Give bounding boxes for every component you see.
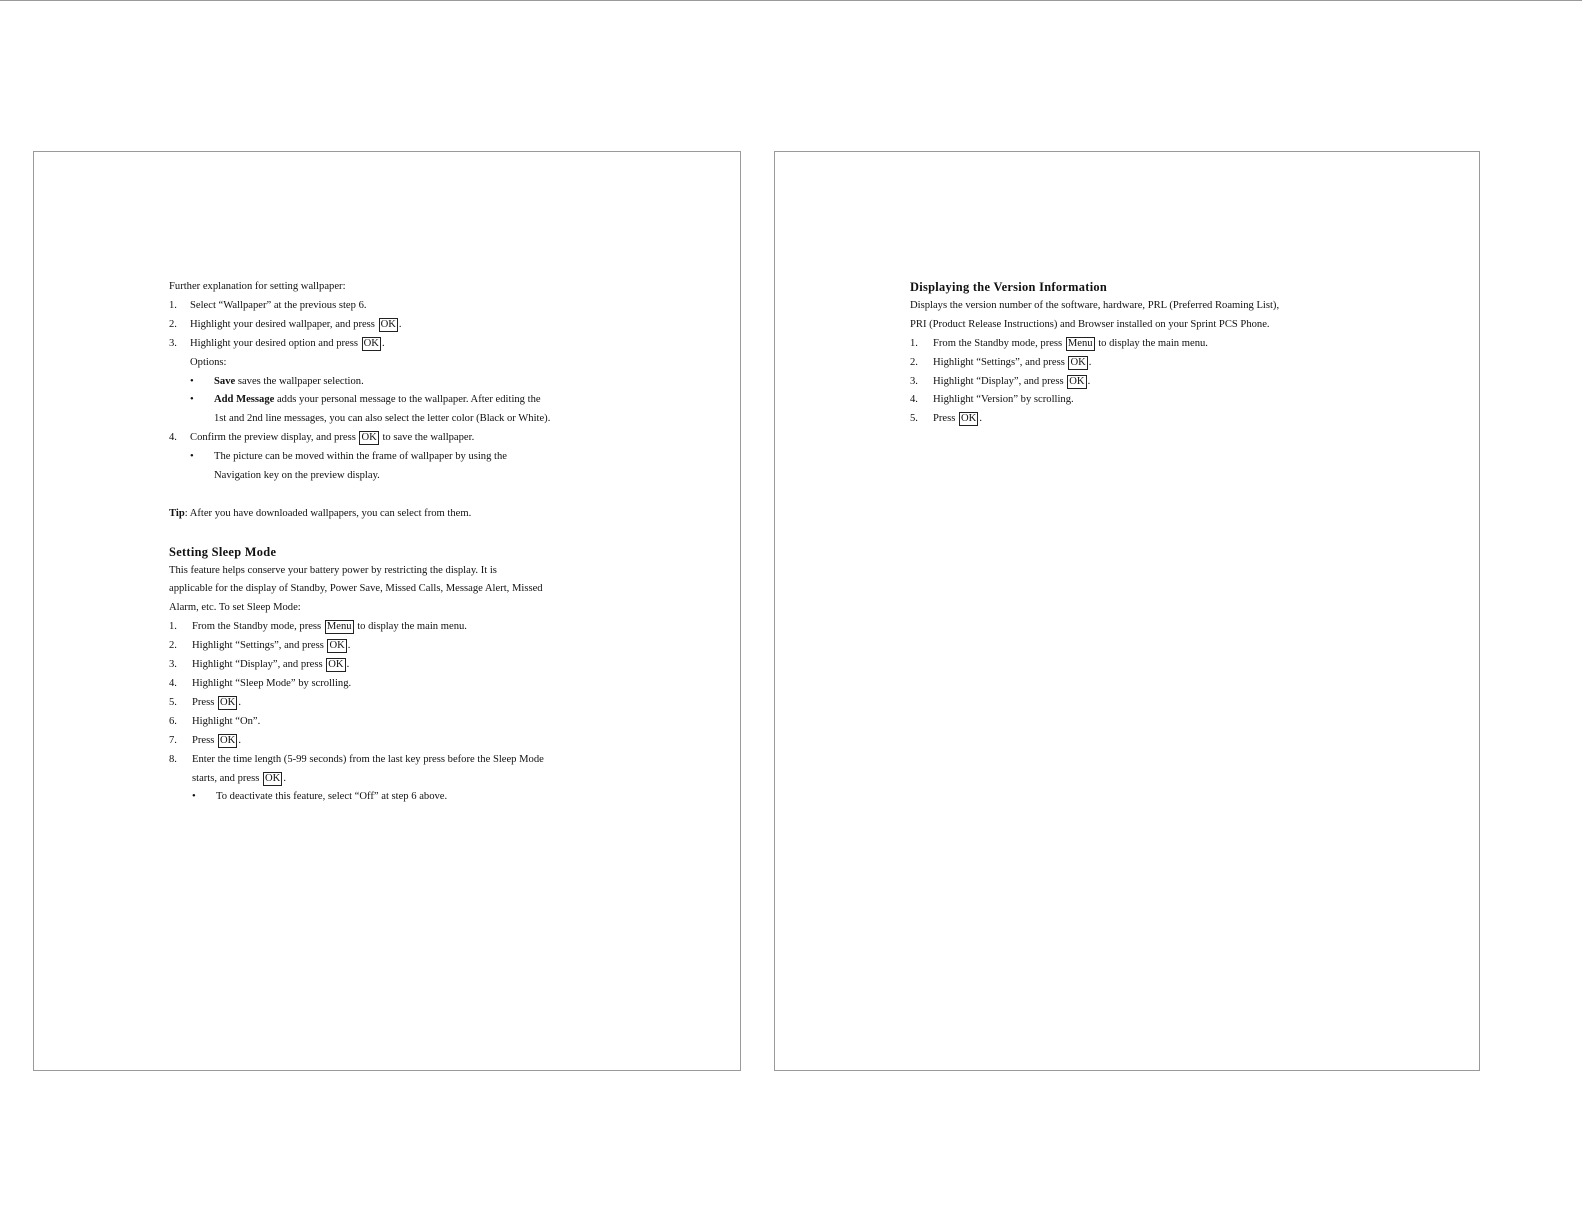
sleep-step-4: 4. Highlight “Sleep Mode” by scrolling. [169, 678, 352, 689]
wallpaper-step-3: 3. Highlight your desired option and press OK . [169, 337, 385, 349]
sleep-note: • To deactivate this feature, select “Off” at step 6 above. [169, 788, 629, 807]
version-step-5: 5. Press OK . [910, 413, 982, 425]
sleep-step-6: 6. Highlight “On”. [169, 715, 261, 727]
ok-key: OK [220, 734, 236, 746]
ok-key: OK [380, 318, 396, 330]
sleep-step-3: 3. Highlight “Display”, and press OK . [169, 659, 350, 671]
version-heading: Displaying the Version Information [910, 280, 1108, 294]
bullet-icon: • [190, 375, 194, 387]
version-step-3: 3. Highlight “Display”, and press OK . [910, 375, 1091, 387]
version-step-2: 2. Highlight “Settings”, and press OK . [910, 356, 1092, 368]
ok-key: OK [961, 413, 977, 425]
left-page-content [169, 278, 629, 807]
spacer [169, 486, 629, 505]
wallpaper-intro: Further explanation for setting wallpaper: [169, 281, 346, 292]
sleep-step-1: 1. From the Standby mode, press Menu to display the main menu. [169, 621, 467, 633]
options-label: Options: [190, 356, 227, 368]
sleep-step-5: 5. Press OK . [169, 696, 241, 708]
sleep-step-7: 7. Press OK . [169, 734, 241, 746]
wallpaper-step-4: 4. Confirm the preview display, and press OK to save the wallpaper. [169, 432, 475, 444]
ok-key: OK [328, 659, 344, 671]
ok-key: OK [1069, 375, 1085, 387]
version-step-1: 1. From the Standby mode, press Menu to display the main menu. [910, 337, 1208, 349]
bullet-icon: • [192, 791, 196, 803]
wallpaper-step-2: 2. Highlight your desired wallpaper, and press OK . [169, 318, 402, 330]
wallpaper-step-4-note-cont: Navigation key on the preview display. [214, 470, 380, 482]
ok-key: OK [361, 432, 377, 444]
version-desc-line-2: PRI (Product Release Instructions) and Browser installed on your Sprint PCS Phone. [910, 318, 1270, 330]
bullet-icon: • [190, 451, 194, 463]
ok-key: OK [1070, 356, 1086, 368]
sleep-mode-heading: Setting Sleep Mode [169, 544, 277, 559]
sleep-step-8-cont: starts, and press OK . [192, 772, 286, 784]
version-desc-line-1: Displays the version number of the software, hardware, PRL (Preferred Roaming List), [910, 299, 1280, 311]
spacer [169, 524, 629, 543]
menu-key: Menu [326, 621, 352, 633]
sleep-desc-line-3: Alarm, etc. To set Sleep Mode: [169, 602, 301, 614]
option-save: • Save saves the wallpaper selection. [169, 373, 629, 392]
sleep-step-8: 8. Enter the time length (5-99 seconds) from the last key press before the Sleep Mode [169, 753, 544, 765]
wallpaper-step-4-note: • The picture can be moved within the frame of wallpaper by using the [169, 448, 629, 467]
tip: Tip: After you have downloaded wallpapers, you can select from them. [169, 507, 472, 519]
bullet-icon: • [190, 394, 194, 406]
ok-key: OK [329, 640, 345, 652]
top-rule [0, 0, 1582, 1]
sleep-desc-line-1: This feature helps conserve your battery power by restricting the display. It is [169, 564, 497, 576]
right-page [774, 151, 1480, 1071]
left-page [33, 151, 741, 1071]
menu-key: Menu [1067, 337, 1093, 349]
sleep-desc-line-2: applicable for the display of Standby, Power Save, Missed Calls, Message Alert, Missed [169, 583, 543, 595]
sleep-step-2: 2. Highlight “Settings”, and press OK . [169, 640, 351, 652]
wallpaper-step-1: 1. Select “Wallpaper” at the previous step 6. [169, 299, 367, 311]
ok-key: OK [265, 772, 281, 784]
right-page-content [910, 278, 1380, 429]
ok-key: OK [363, 337, 379, 349]
ok-key: OK [220, 696, 236, 708]
version-step-4: 4. Highlight “Version” by scrolling. [910, 394, 1074, 406]
option-add-message-cont: 1st and 2nd line messages, you can also select the letter color (Black or White). [214, 413, 551, 425]
option-add-message: • Add Message adds your personal message to the wallpaper. After editing the [169, 391, 629, 410]
